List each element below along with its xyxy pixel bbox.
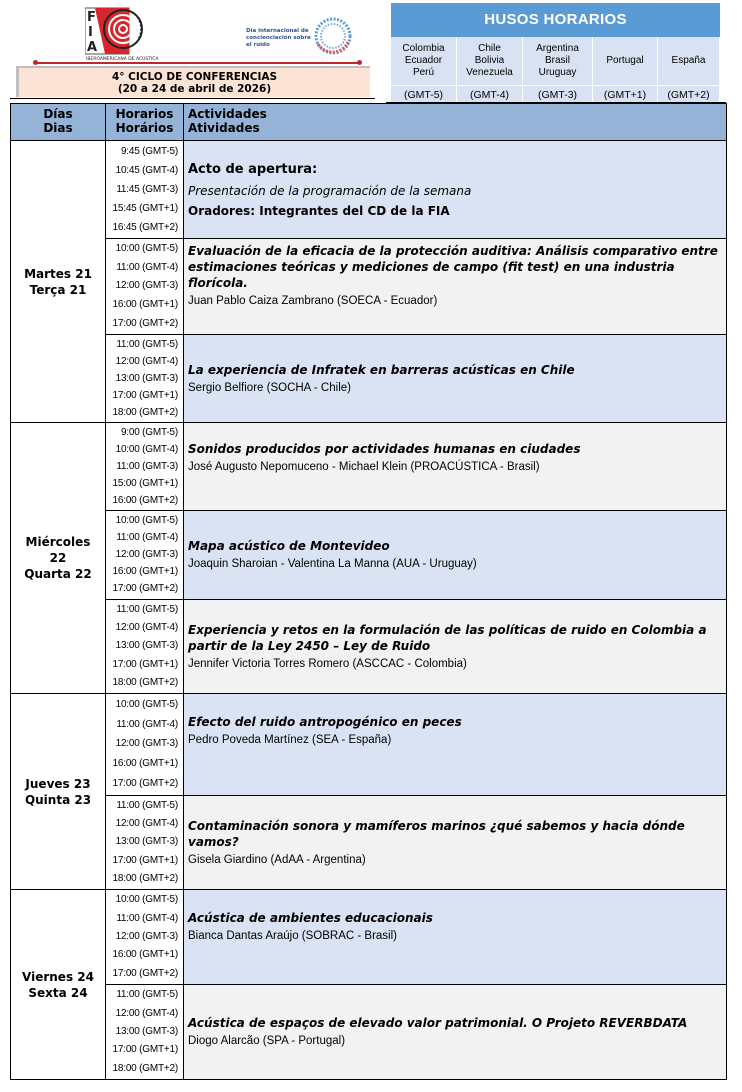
- svg-text:I: I: [88, 25, 93, 40]
- header-days: Días Dias: [11, 104, 106, 140]
- tz-countries-gmt-plus-1: Portugal: [593, 37, 658, 85]
- svg-text:F: F: [87, 10, 96, 25]
- session-row: [106, 796, 726, 889]
- svg-text:A: A: [87, 40, 98, 55]
- opening-subtitle: Presentación de la programación de la semana: [188, 183, 472, 198]
- tz-countries-gmt-minus-4: Chile Bolivia Venezuela: [457, 37, 523, 85]
- day-label: Viernes 24 Sexta 24: [11, 890, 106, 1079]
- timezones-title: HUSOS HORARIOS: [391, 3, 720, 37]
- conference-banner: [16, 66, 370, 97]
- session-speaker: Juan Pablo Caiza Zambrano (SOECA - Ecuador): [188, 295, 438, 307]
- noise-awareness-day-logo: [240, 14, 360, 59]
- session-activity: [184, 600, 726, 693]
- header-times: Horarios Horários: [106, 104, 184, 140]
- session-times: 10:00 (GMT-5) 11:00 (GMT-4) 12:00 (GMT-3) 16:00 (GMT+1) 17:00 (GMT+2): [106, 511, 184, 599]
- session-activity: [184, 141, 726, 238]
- tz-countries-gmt-minus-3: Argentina Brasil Uruguay: [523, 37, 593, 85]
- day-row-viernes: [11, 890, 726, 1079]
- session-activity: [184, 796, 726, 889]
- session-activity: [184, 985, 726, 1079]
- tz-gmt-plus-2: (GMT+2): [658, 85, 720, 103]
- session-activity: [184, 511, 726, 599]
- tz-gmt-minus-4: (GMT-4): [457, 85, 523, 103]
- session-row: [106, 600, 726, 693]
- session-times: 11:00 (GMT-5) 12:00 (GMT-4) 13:00 (GMT-3) 17:00 (GMT+1) 18:00 (GMT+2): [106, 335, 184, 422]
- session-title: Efecto del ruido antropogénico en peces: [188, 715, 462, 729]
- session-speaker: Jennifer Victoria Torres Romero (ASCCAC - Colombia): [188, 657, 467, 670]
- session-title: Mapa acústico de Montevideo: [188, 539, 390, 553]
- session-times: 10:00 (GMT-5) 11:00 (GMT-4) 12:00 (GMT-3) 16:00 (GMT+1) 17:00 (GMT+2): [106, 239, 184, 334]
- session-title: Acústica de espaços de elevado valor patrimonial. O Projeto REVERBDATA: [188, 1016, 688, 1030]
- session-title: La experiencia de Infratek en barreras acústicas en Chile: [188, 362, 575, 377]
- opening-label: Acto de apertura:: [188, 161, 318, 177]
- tz-countries-gmt-minus-5: Colombia Ecuador Perú: [391, 37, 457, 85]
- tz-gmt-minus-5: (GMT-5): [391, 85, 457, 103]
- fia-logo: [85, 6, 165, 62]
- timezones-box: [391, 3, 720, 103]
- day-label: Martes 21 Terça 21: [11, 141, 106, 422]
- day-label: Jueves 23 Quinta 23: [11, 694, 106, 889]
- session-speaker: José Augusto Nepomuceno - Michael Klein (PROACÚSTICA - Brasil): [188, 461, 540, 473]
- session-row: [106, 890, 726, 985]
- session-speaker: Diogo Alarcão (SPA - Portugal): [188, 1035, 346, 1047]
- session-activity: [184, 239, 726, 334]
- session-times: 11:00 (GMT-5) 12:00 (GMT-4) 13:00 (GMT-3) 17:00 (GMT+1) 18:00 (GMT+2): [106, 796, 184, 889]
- day-label: Miércoles 22 Quarta 22: [11, 423, 106, 693]
- session-title: Evaluación de la eficacia de la protección auditiva: Análisis comparativo entre estimaciones teóricas y mediciones de campo (fit test) en una industria florícola.: [188, 244, 718, 290]
- banner-dates: (20 a 24 de abril de 2026): [117, 83, 272, 95]
- session-row: [106, 511, 726, 600]
- session-title: Sonidos producidos por actividades humanas en ciudades: [188, 442, 581, 456]
- day-row-miercoles: [11, 423, 726, 694]
- opening-speakers: Oradores: Integrantes del CD de la FIA: [188, 203, 450, 218]
- session-times: 9:45 (GMT-5) 10:45 (GMT-4) 11:45 (GMT-3) 15:45 (GMT+1) 16:45 (GMT+2): [106, 141, 184, 238]
- timezones-grid: [391, 37, 720, 103]
- session-row: [106, 239, 726, 335]
- fia-logo-icon: [85, 6, 165, 62]
- session-row: [106, 423, 726, 511]
- session-activity: [184, 694, 726, 795]
- session-row: [106, 694, 726, 796]
- session-title: Experiencia y retos en la formulación de las políticas de ruido en Colombia a partir de la Ley 2450 – Ley de Ruido: [188, 622, 707, 653]
- session-speaker: Pedro Poveda Martínez (SEA - España): [188, 734, 392, 746]
- session-speaker: Sergio Belfiore (SOCHA - Chile): [188, 381, 351, 394]
- session-times: 9:00 (GMT-5) 10:00 (GMT-4) 11:00 (GMT-3) 15:00 (GMT+1) 16:00 (GMT+2): [106, 423, 184, 510]
- svg-text:IBEROAMERICANA DE ACÚSTICA: IBEROAMERICANA DE ACÚSTICA: [86, 57, 159, 62]
- session-row: [106, 335, 726, 422]
- red-dot-left: [33, 60, 38, 65]
- tz-gmt-minus-3: (GMT-3): [523, 85, 593, 103]
- session-times: 10:00 (GMT-5) 11:00 (GMT-4) 12:00 (GMT-3) 16:00 (GMT+1) 17:00 (GMT+2): [106, 890, 184, 984]
- schedule-table: [10, 103, 727, 1080]
- session-activity: [184, 335, 726, 422]
- session-times: 11:00 (GMT-5) 12:00 (GMT-4) 13:00 (GMT-3) 17:00 (GMT+1) 18:00 (GMT+2): [106, 985, 184, 1079]
- session-times: 11:00 (GMT-5) 12:00 (GMT-4) 13:00 (GMT-3) 17:00 (GMT+1) 18:00 (GMT+2): [106, 600, 184, 693]
- red-divider-line: [35, 62, 360, 64]
- header-activities: Actividades Atividades: [188, 107, 267, 135]
- day-row-martes: [11, 141, 726, 423]
- session-title: Acústica de ambientes educacionais: [188, 911, 433, 925]
- schedule-header-row: [11, 104, 726, 141]
- session-speaker: Bianca Dantas Araújo (SOBRAC - Brasil): [188, 930, 397, 942]
- noise-awareness-day-text: Día internacional de concienciación sobre el ruido: [246, 28, 311, 48]
- session-title: Contaminación sonora y mamíferos marinos ¿qué sabemos y hacia dónde vamos?: [188, 818, 685, 849]
- session-activity: [184, 423, 726, 510]
- session-activity: [184, 890, 726, 984]
- tz-countries-gmt-plus-2: España: [658, 37, 720, 85]
- banner-title: 4° CICLO DE CONFERENCIAS: [111, 71, 278, 83]
- session-row: [106, 985, 726, 1079]
- session-times: 10:00 (GMT-5) 11:00 (GMT-4) 12:00 (GMT-3) 16:00 (GMT+1) 17:00 (GMT+2): [106, 694, 184, 795]
- tz-gmt-plus-1: (GMT+1): [593, 85, 658, 103]
- red-dot-right: [357, 60, 362, 65]
- session-speaker: Joaquin Sharoian - Valentina La Manna (AUA - Uruguay): [188, 558, 477, 570]
- session-row: [106, 141, 726, 239]
- session-speaker: Gisela Giardino (AdAA - Argentina): [188, 853, 366, 866]
- header-logos: [80, 4, 370, 64]
- day-row-jueves: [11, 694, 726, 890]
- banner-underline: [10, 98, 375, 99]
